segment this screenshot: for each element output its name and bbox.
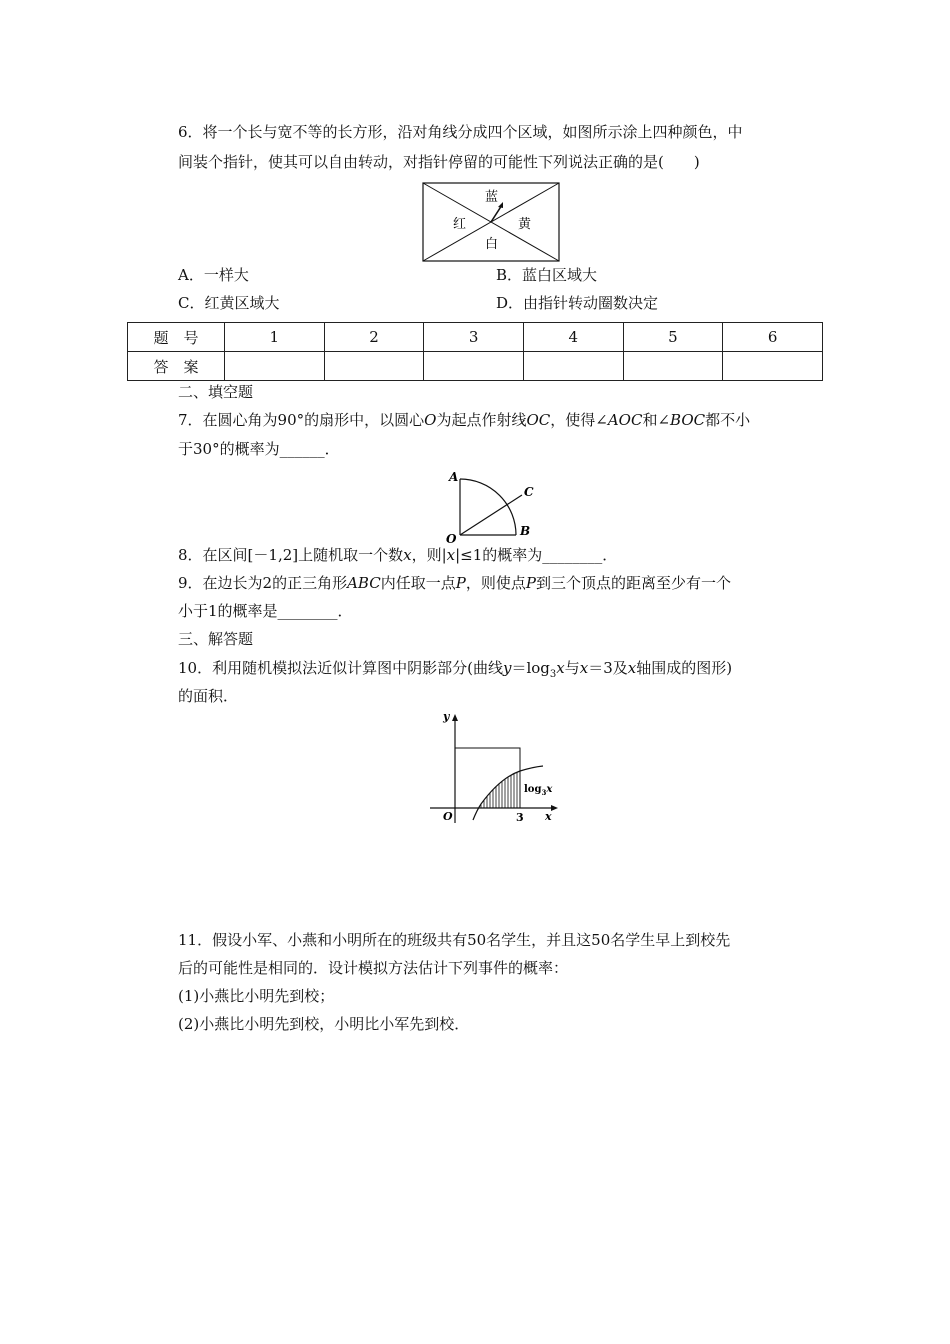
table-row: [128, 323, 823, 352]
q10-line-1: 10．利用随机模拟法近似计算图中阴影部分(曲线$y=\log_3x$与x＝3及x轴围成的图形): [178, 659, 733, 680]
log-area-figure: [425, 708, 565, 828]
y-axis-label: y: [443, 710, 450, 723]
answer-cell[interactable]: [324, 352, 424, 381]
spinner-pointer: [491, 205, 502, 222]
q6-line-1: 6．将一个长与宽不等的长方形，沿对角线分成四个区域，如图所示涂上四种颜色，中: [178, 123, 743, 141]
sector-figure: [440, 465, 550, 545]
section-solve-heading: 三、解答题: [178, 630, 254, 648]
q9-line-2: 小于1的概率是________．: [178, 602, 353, 620]
q7-line-2: 于30°的概率为______．: [178, 440, 340, 458]
question-number-cell: 5: [623, 323, 723, 352]
q10-line-2: 的面积．: [178, 687, 239, 705]
q6-option-b: B．蓝白区域大: [496, 266, 598, 284]
sector-arc: [460, 479, 516, 535]
answer-cell[interactable]: [623, 352, 723, 381]
x-axis-label: x: [545, 810, 552, 823]
point-a-label: A: [449, 470, 459, 484]
point-b-label: B: [520, 524, 531, 538]
curve-label: $\log_3x$: [524, 784, 553, 797]
answer-cell[interactable]: [225, 352, 325, 381]
spinner-figure: [422, 182, 562, 264]
q11-line-1: 11．假设小军、小燕和小明所在的班级共有50名学生，并且这50名学生早上到校先: [178, 931, 731, 949]
point-c-label: C: [524, 485, 534, 499]
answer-cell[interactable]: [523, 352, 623, 381]
answer-cell[interactable]: [424, 352, 524, 381]
x-axis-arrow-icon: [551, 805, 558, 811]
shaded-region: [481, 768, 517, 808]
question-number-cell: 4: [523, 323, 623, 352]
question-number-cell: 2: [324, 323, 424, 352]
question-number-cell: 1: [225, 323, 325, 352]
table-row: [128, 352, 823, 381]
q11-part-2: (2)小燕比小明先到校，小明比小军先到校．: [178, 1015, 470, 1033]
region-top-label: 蓝: [485, 190, 499, 205]
region-bottom-label: 白: [485, 237, 499, 252]
answer-cell[interactable]: [723, 352, 823, 381]
header-label-cell: 题 号: [128, 323, 225, 352]
question-number-cell: 3: [424, 323, 524, 352]
q8-line: 8．在区间[－1,2]上随机取一个数x，则|x|≤1的概率为________．: [178, 546, 618, 564]
tick-3-label: 3: [516, 811, 524, 824]
q6-option-a: A．一样大: [178, 266, 249, 284]
y-axis-arrow-icon: [452, 714, 458, 721]
answer-table: [127, 322, 823, 381]
region-right-label: 黄: [518, 217, 532, 232]
origin-label: O: [443, 810, 453, 823]
q7-line-1: 7．在圆心角为90°的扇形中，以圆心O为起点作射线OC，使得∠AOC和∠BOC都不小: [178, 411, 751, 429]
q11-part-1: (1)小燕比小明先到校；: [178, 987, 335, 1005]
question-number-cell: 6: [723, 323, 823, 352]
q9-line-1: 9．在边长为2的正三角形ABC内任取一点P，则使点P到三个顶点的距离至少有一个: [178, 574, 731, 592]
q11-line-2: 后的可能性是相同的．设计模拟方法估计下列事件的概率：: [178, 959, 569, 977]
section-fill-in-heading: 二、填空题: [178, 383, 254, 401]
region-left-label: 红: [453, 217, 467, 232]
q6-option-d: D．由指针转动圈数决定: [496, 294, 659, 312]
point-o-label: O: [446, 532, 457, 545]
q6-line-2: 间装个指针，使其可以自由转动，对指针停留的可能性下列说法正确的是( ): [178, 153, 700, 171]
answer-label-cell: 答 案: [128, 352, 225, 381]
pointer-arrowhead-icon: [498, 202, 503, 208]
bounding-rectangle: [455, 748, 520, 808]
q6-option-c: C．红黄区域大: [178, 294, 280, 312]
